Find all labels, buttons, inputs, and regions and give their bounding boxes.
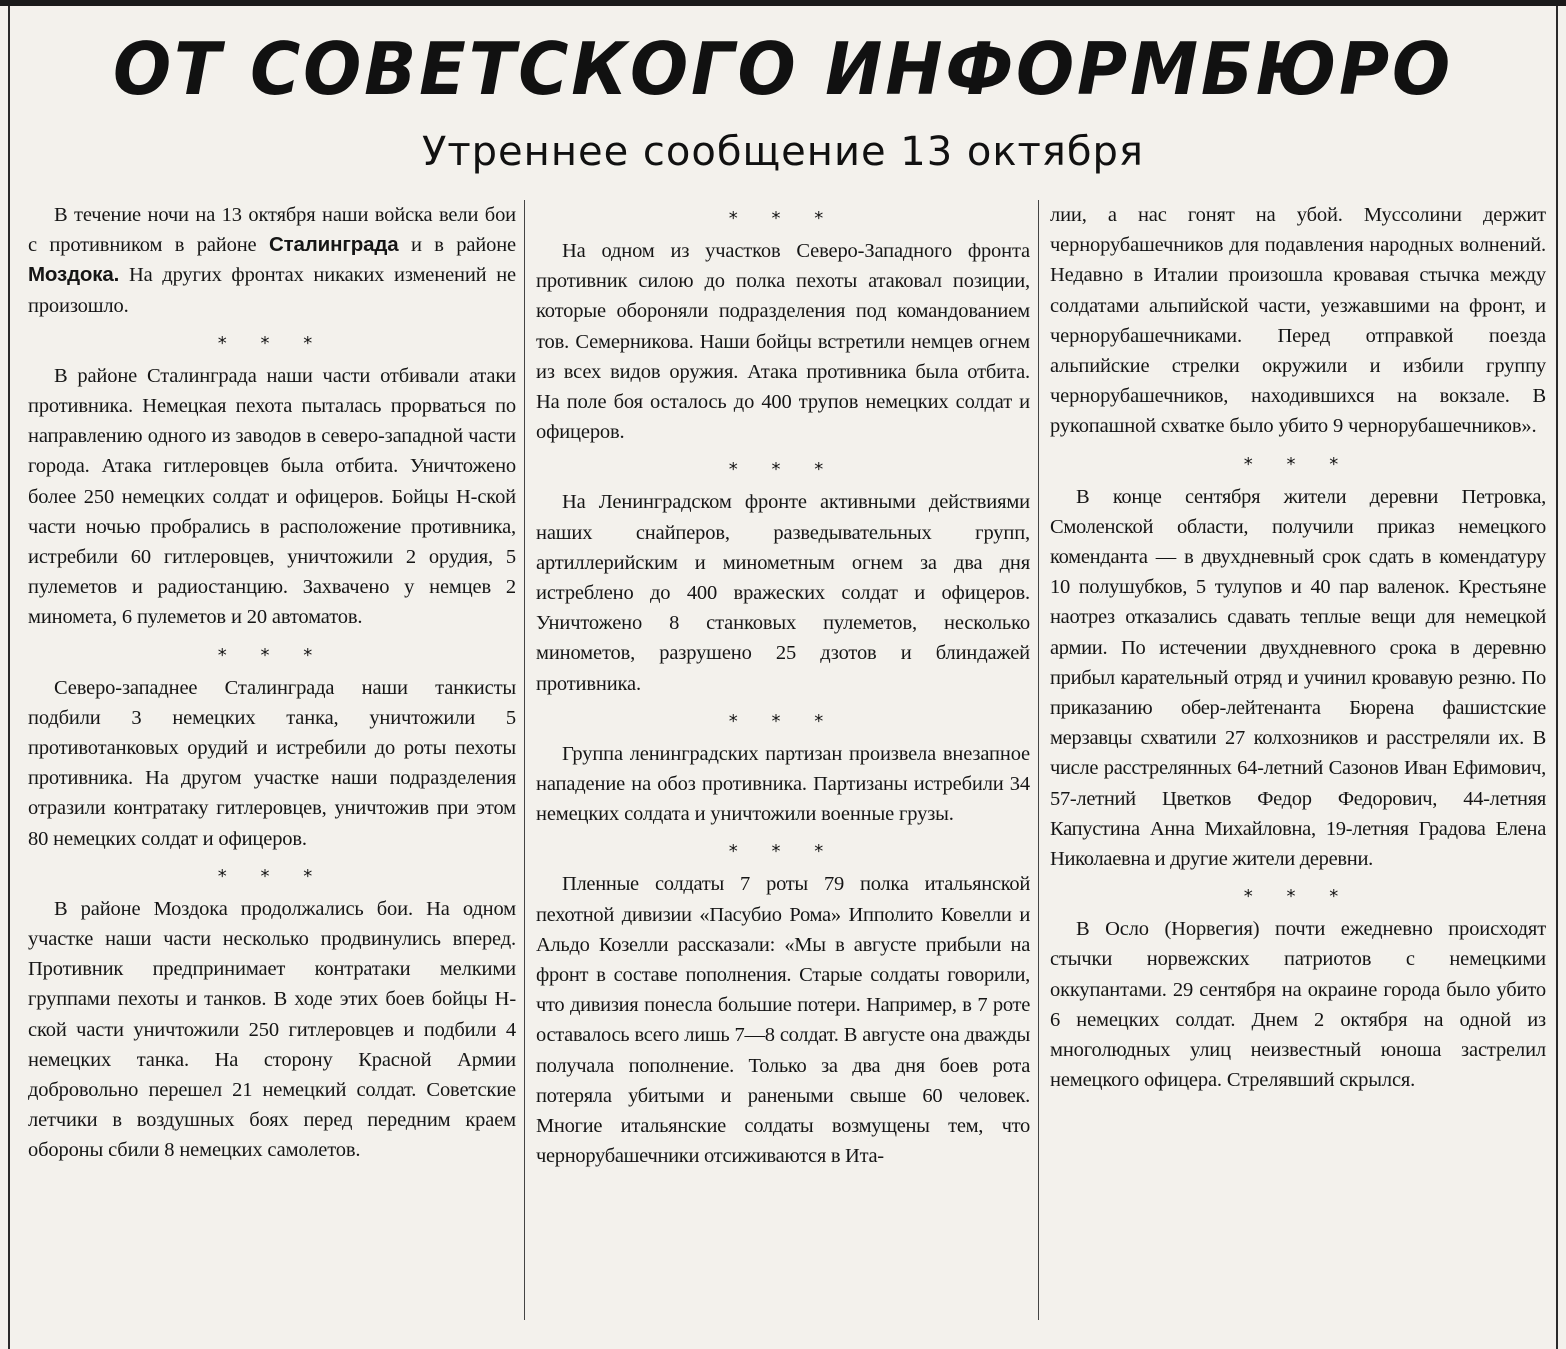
left-border bbox=[8, 6, 10, 1349]
paragraph: лии, а нас гонят на убой. Муссолини держит чернорубашечников для подавления народных волнений. Недавно в Италии произошла кровавая стычка между солдатами альпийской части, уезжавшими на фронт, и чернорубашечниками. Перед отправкой поезда альпийские стрелки окружили и избили группу чернорубашечников, находившихся на вокзале. В рукопашной схватке было убито 9 чернорубашечников». bbox=[1050, 204, 1546, 438]
column-3 bbox=[1050, 200, 1546, 1095]
masthead: ОТ СОВЕТСКОГО ИНФОРМБЮРО bbox=[112, 27, 1454, 111]
paragraph bbox=[28, 200, 516, 321]
section-separator: * * * bbox=[728, 459, 838, 481]
section-separator: * * * bbox=[728, 208, 838, 229]
paragraph: В конце сентября жители деревни Петровка, Смоленской области, получили приказ немецкого коменданта — в двухдневный срок сдать в комендатуру 10 полушубков, 5 тулупов и 40 пар валенок. Крестьяне наотрез отказались сдавать теплые вещи для немецкой армии. По истечении двухдневного срока в деревню прибыл карательный отряд и учинил кровавую резню. По приказанию обер-лейтенанта Бюрена фашистские мерзавцы схватили 27 колхозников и расстреляли их. В числе расстрелянных 64-летний Сазонов Иван Ефимович, 57-летний Цветков Федор Федорович, 44-летняя Капустина Анна Михайловна, 19-летняя Градова Елена Николаевна и другие жители деревни. bbox=[1050, 485, 1546, 871]
paragraph: Северо-западнее Сталинграда наши танкисты подбили 3 немецких танка, уничтожили 5 противотанковых орудий и истребили до роты пехоты противника. На другом участке наши подразделения отразили контратаку гитлеровцев, уничтожив при этом 80 немецких солдат и офицеров. bbox=[28, 676, 516, 850]
subtitle: Утреннее сообщение 13 октября bbox=[421, 129, 1144, 175]
right-border bbox=[1556, 6, 1558, 1349]
top-rule bbox=[0, 0, 1566, 6]
text: В течение ночи на 13 октября наши войска вели бои с противником в районе bbox=[28, 204, 516, 257]
section-separator: * * * bbox=[217, 865, 327, 887]
column-2 bbox=[536, 196, 1030, 1171]
column-1 bbox=[28, 200, 516, 1166]
bold-text: Сталинграда bbox=[268, 233, 399, 257]
section-separator: * * * bbox=[217, 644, 327, 666]
section-separator: * * * bbox=[1243, 886, 1353, 908]
paragraph: На Ленинградском фронте активными действиями наших снайперов, разведывательных групп, артиллерийским и минометным огнем за два дня истреблено до 400 вражеских солдат и офицеров. Уничтожено 8 станковых пулеметов, несколько минометов, разрушено 25 дзотов и блиндажей противника. bbox=[536, 491, 1030, 695]
column-divider bbox=[524, 200, 525, 1320]
paragraph: На одном из участков Северо-Западного фронта противник силою до полка пехоты атаковал позиции, которые обороняли подразделения под командованием тов. Семерникова. Наши бойцы встретили немцев огнем из всех видов оружия. Атака противника была отбита. На поле боя осталось до 400 трупов немецких солдат и офицеров. bbox=[536, 240, 1030, 444]
section-separator: * * * bbox=[728, 841, 838, 863]
column-divider bbox=[1038, 200, 1039, 1320]
text: На других фронтах никаких изменений не произошло. bbox=[28, 264, 516, 317]
section-separator: * * * bbox=[1243, 453, 1353, 475]
section-separator: * * * bbox=[217, 332, 327, 354]
paragraph: Группа ленинградских партизан произвела внезапное нападение на обоз противника. Партизаны истребили 34 немецких солдата и уничтожили военные грузы. bbox=[536, 742, 1030, 826]
paragraph: В районе Моздока продолжались бои. На одном участке наши части несколько продвинулись вперед. Противник предпринимает контратаки мелкими группами пехоты и танков. В ходе этих боев бойцы Н-ской части уничтожили 250 гитлеровцев и подбили 4 немецких танка. На сторону Красной Армии добровольно перешел 21 немецкий солдат. Советские летчики в воздушных боях перед передним краем обороны сбили 8 немецких самолетов. bbox=[28, 897, 516, 1162]
paragraph: Пленные солдаты 7 роты 79 полка итальянской пехотной дивизии «Пасубио Рома» Ипполито Ковелли и Альдо Козелли рассказали: «Мы в августе прибыли на фронт в составе пополнения. Старые солдаты говорили, что дивизия понесла большие потери. Например, в 7 роте оставалось всего лишь 7—8 солдат. В августе она дважды получала пополнение. Только за два дня боев рота потеряла убитыми и ранеными свыше 60 человек. Многие итальянские солдаты возмущены тем, что чернорубашечники отсиживаются в Ита- bbox=[536, 873, 1030, 1168]
paragraph: В районе Сталинграда наши части отбивали атаки противника. Немецкая пехота пыталась прорваться по направлению одного из заводов в северо-западной части города. Атака гитлеровцев была отбита. Уничтожено более 250 немецких солдат и офицеров. Бойцы Н-ской части ночью пробрались в расположение противника, истребили 60 гитлеровцев, уничтожили 2 орудия, 5 пулеметов и радиостанцию. Захвачено у немцев 2 миномета, 6 пулеметов и 20 автоматов. bbox=[28, 364, 516, 629]
bold-text: Моздока. bbox=[28, 263, 120, 287]
section-separator: * * * bbox=[728, 710, 838, 732]
paragraph: В Осло (Норвегия) почти ежедневно происходят стычки норвежских патриотов с немецкими оккупантами. 29 сентября на окраине города было убито 6 немецких солдат. Днем 2 октября на одной из многолюдных улиц неизвестный юноша застрелил немецкого офицера. Стрелявший скрылся. bbox=[1050, 918, 1546, 1092]
text: и в районе bbox=[398, 234, 516, 257]
